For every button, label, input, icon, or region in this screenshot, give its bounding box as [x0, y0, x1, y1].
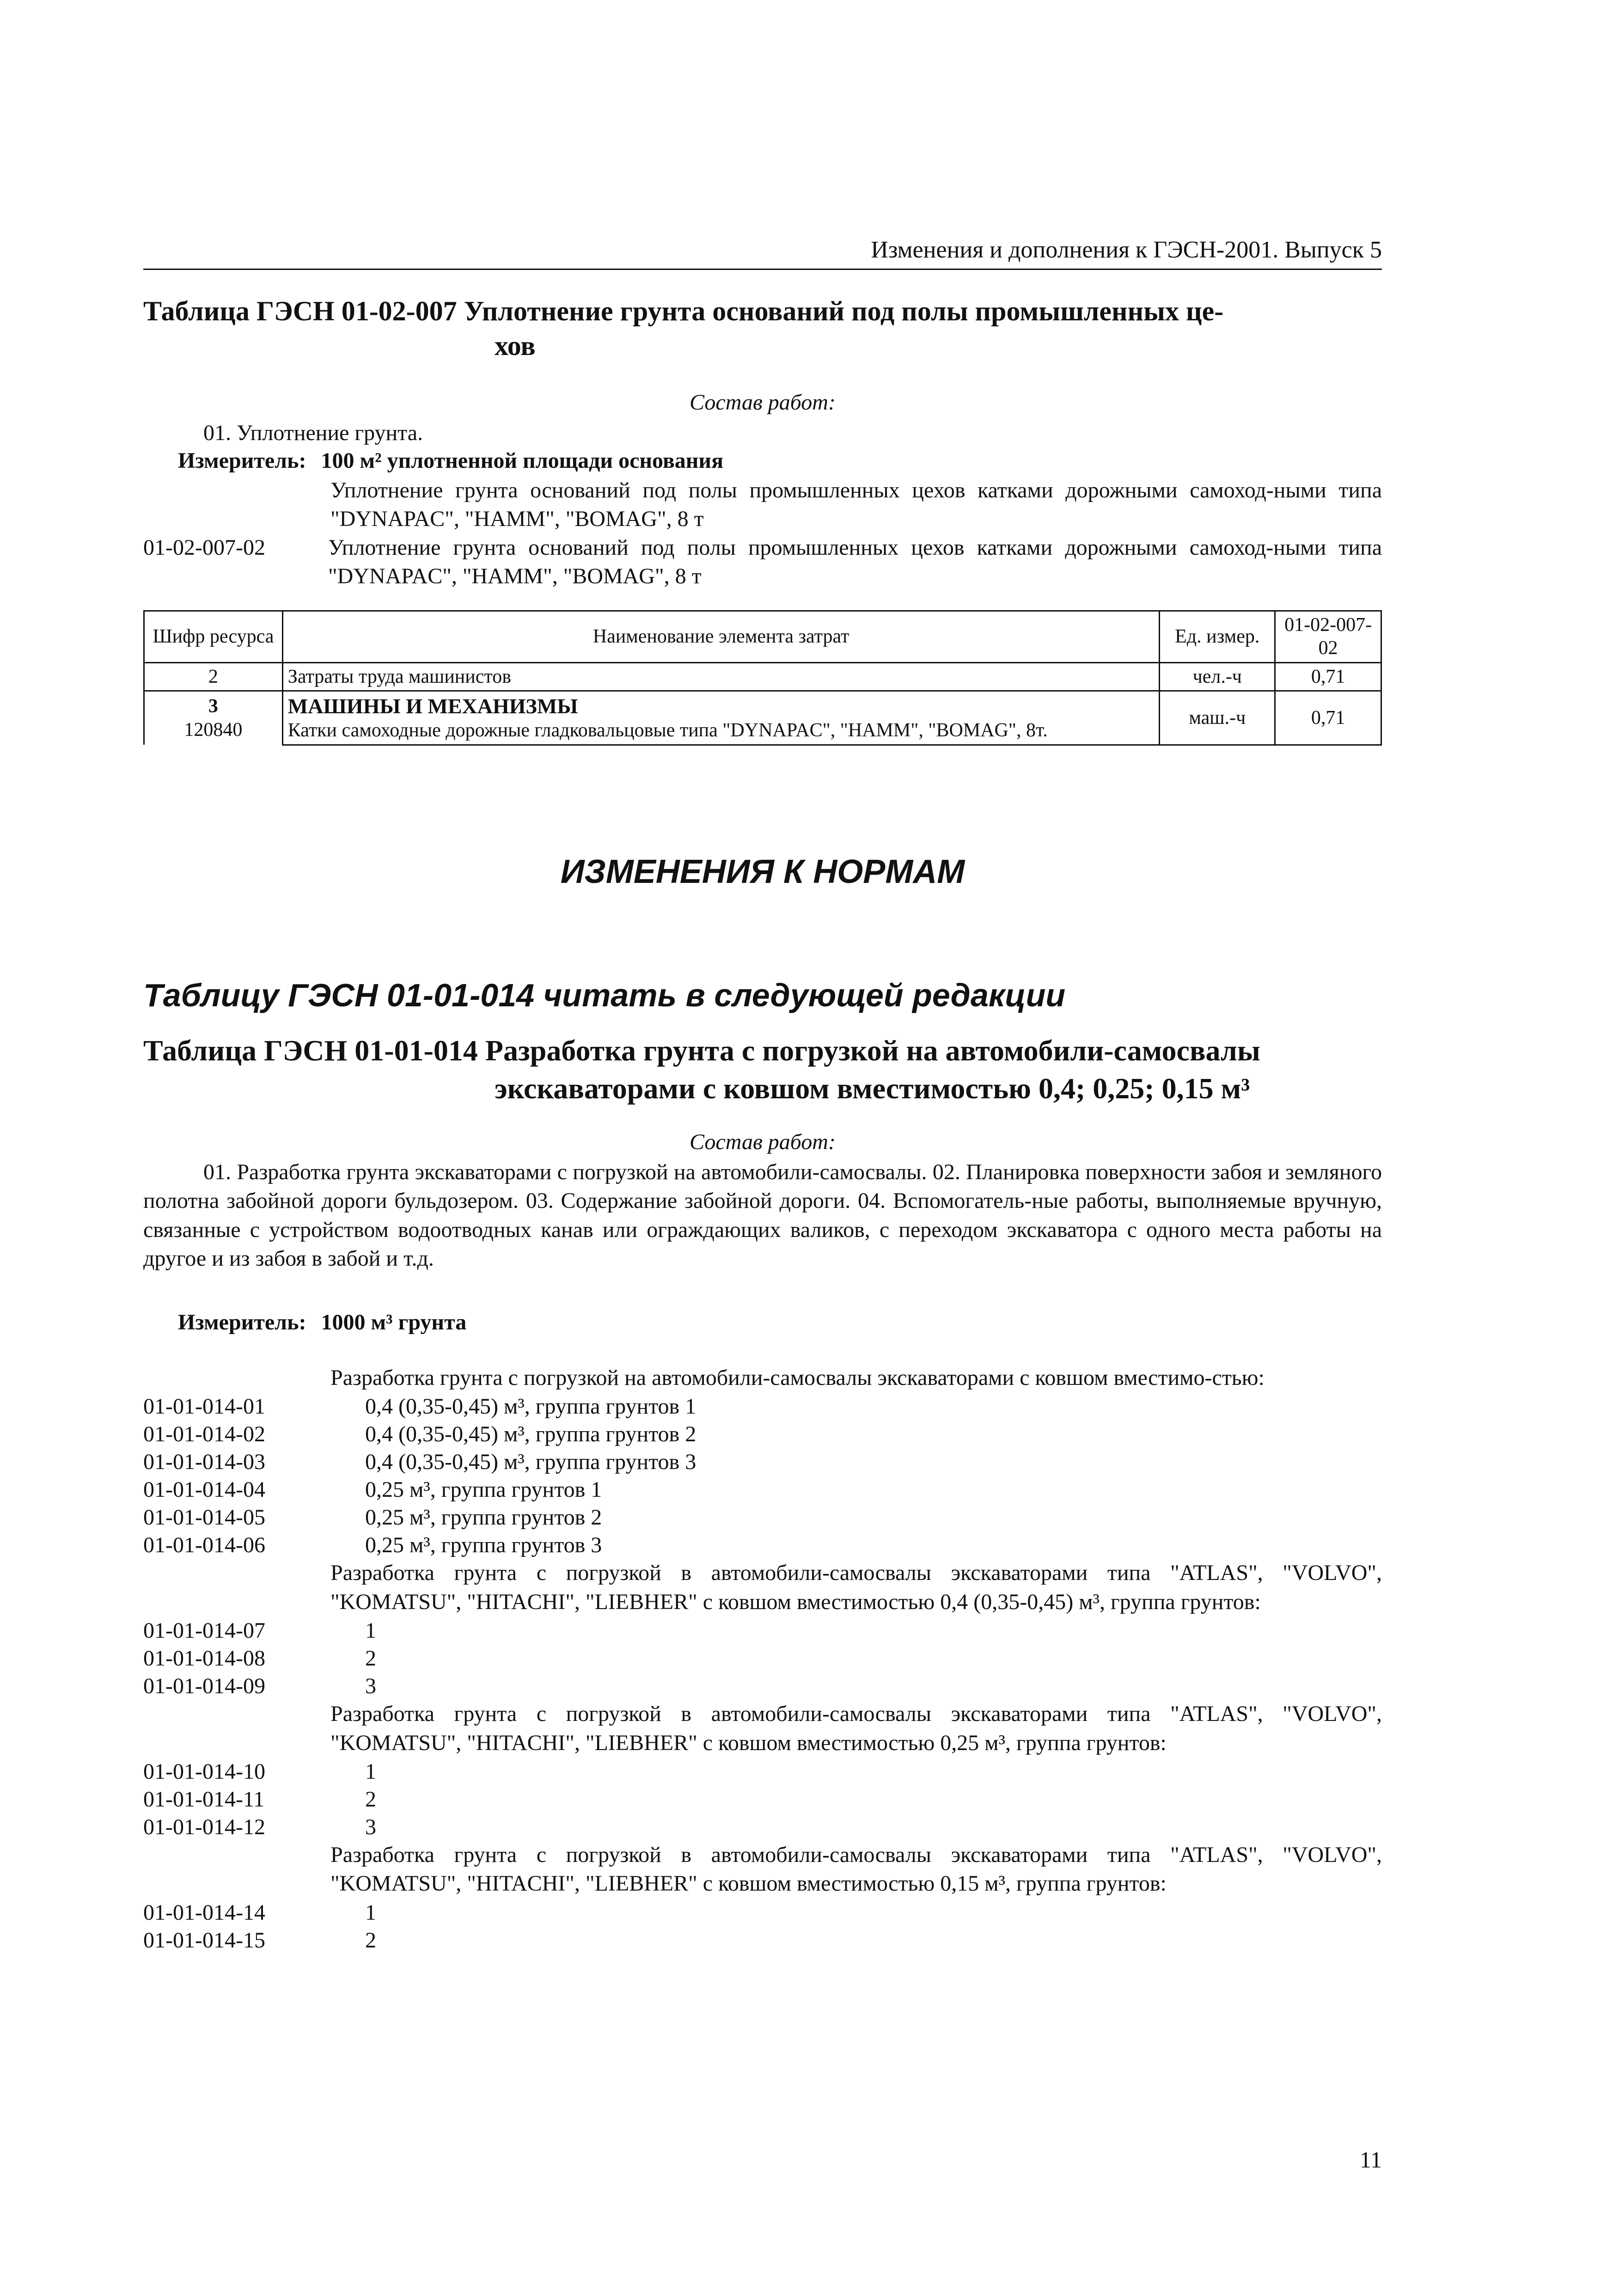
list-item [143, 1672, 1382, 1700]
section-heading: ИЗМЕНЕНИЯ К НОРМАМ [560, 853, 965, 890]
table1-title-line1: Таблица ГЭСН 01-02-007 Уплотнение грунта оснований под полы промышленных це- [143, 296, 1224, 326]
item-text: 0,4 (0,35-0,45) м³, группа грунтов 1 [365, 1394, 697, 1419]
col-header-value: 01-02-007-02 [1275, 611, 1381, 663]
resource-item-code: 120840 [184, 719, 243, 741]
table2-title-line1: Таблица ГЭСН 01-01-014 Разработка грунта с погрузкой на автомобили-самосвалы [143, 1034, 1260, 1067]
table1-izmeritel-label: Измеритель: [178, 448, 306, 473]
col-header-code: Шифр ресурса [144, 611, 283, 663]
item-text: 3 [365, 1674, 376, 1699]
item-text: 2 [365, 1787, 376, 1812]
list-item [143, 1531, 1382, 1559]
table1-title-line2: хов [495, 331, 536, 361]
page-number: 11 [1359, 2147, 1382, 2173]
list-item [143, 1616, 1382, 1644]
table2-sostav-label: Состав работ: [690, 1130, 836, 1154]
resource-group-code: 3 [208, 696, 218, 717]
item-code: 01-01-014-06 [143, 1533, 265, 1558]
table1-izmeritel [143, 447, 1417, 475]
item-text: 2 [365, 1928, 376, 1953]
item-code: 01-01-014-09 [143, 1674, 265, 1699]
list-item [143, 1813, 1382, 1841]
table1-item-code: 01-02-007-02 [143, 535, 265, 560]
resource-code [144, 691, 283, 745]
list-item [143, 1420, 1382, 1448]
group-heading: Разработка грунта с погрузкой в автомобили-самосвалы экскаваторами типа "ATLAS", "VOLVO", "KOMATSU", "HITACHI", "LIEBHER" с ковшом вместимостью 0,15 м³, группа грунтов: [330, 1842, 1382, 1896]
item-code: 01-01-014-10 [143, 1759, 265, 1784]
list-item [143, 1476, 1382, 1503]
resource-name: Затраты труда машинистов [282, 662, 1160, 691]
item-text: 0,4 (0,35-0,45) м³, группа грунтов 3 [365, 1450, 697, 1475]
col-header-name: Наименование элемента затрат [282, 611, 1160, 663]
item-text: 0,25 м³, группа грунтов 2 [365, 1505, 602, 1530]
item-text: 0,25 м³, группа грунтов 3 [365, 1533, 602, 1558]
item-text: 0,25 м³, группа грунтов 1 [365, 1477, 602, 1502]
list-item [143, 1926, 1382, 1954]
resource-item-name: Катки самоходные дорожные гладковальцовые типа "DYNAPAC", "HAMM", "BOMAG", 8т. [287, 720, 1048, 741]
list-item [143, 1448, 1382, 1476]
item-text: 3 [365, 1814, 376, 1839]
table-row [144, 691, 1381, 745]
col-header-unit: Ед. измер. [1160, 611, 1275, 663]
table2-title-line2: экскаваторами с ковшом вместимостью 0,4; 0,25; 0,15 м³ [495, 1071, 1250, 1105]
item-code: 01-01-014-01 [143, 1394, 265, 1419]
group-heading: Разработка грунта с погрузкой в автомобили-самосвалы экскаваторами типа "ATLAS", "VOLVO", "KOMATSU", "HITACHI", "LIEBHER" с ковшом вместимостью 0,25 м³, группа грунтов: [330, 1702, 1382, 1755]
table1-item-row [143, 533, 1382, 591]
read-heading: Таблицу ГЭСН 01-01-014 читать в следующей редакции [143, 977, 1066, 1013]
table2-izmeritel-value: 1000 м³ грунта [321, 1310, 467, 1335]
resource-value: 0,71 [1275, 691, 1381, 745]
item-code: 01-01-014-08 [143, 1646, 265, 1671]
item-code: 01-01-014-04 [143, 1477, 265, 1502]
table1-title [143, 294, 1382, 363]
table2-izmeritel-label: Измеритель: [178, 1310, 306, 1335]
table1-sostav-label: Состав работ: [690, 390, 836, 415]
resource-unit: чел.-ч [1160, 662, 1275, 691]
item-code: 01-01-014-02 [143, 1422, 265, 1447]
table1-work-item: 01. Уплотнение грунта. [203, 421, 423, 445]
resource-table-header [144, 611, 1381, 663]
list-item [143, 1757, 1382, 1785]
table2-izmeritel [143, 1308, 1417, 1337]
table2-item-list [143, 1364, 1382, 1954]
running-header: Изменения и дополнения к ГЭСН-2001. Выпуск 5 [143, 234, 1382, 270]
item-code: 01-01-014-03 [143, 1450, 265, 1475]
item-text: 2 [365, 1646, 376, 1671]
table-row [144, 662, 1381, 691]
item-code: 01-01-014-11 [143, 1787, 265, 1812]
table1-sostav-row [143, 388, 1382, 417]
item-code: 01-01-014-14 [143, 1900, 265, 1925]
item-code: 01-01-014-05 [143, 1505, 265, 1530]
list-item [143, 1785, 1382, 1813]
resource-unit: маш.-ч [1160, 691, 1275, 745]
item-code: 01-01-014-07 [143, 1618, 265, 1643]
list-item [143, 1644, 1382, 1672]
group-heading: Разработка грунта с погрузкой в автомобили-самосвалы экскаваторами типа "ATLAS", "VOLVO", "KOMATSU", "HITACHI", "LIEBHER" с ковшом вместимостью 0,4 (0,35-0,45) м³, группа грунтов: [330, 1561, 1382, 1614]
table2-title [143, 1032, 1382, 1108]
list-item [143, 1898, 1382, 1926]
table1-izmeritel-value: 100 м² уплотненной площади основания [321, 448, 724, 473]
item-text: 1 [365, 1900, 376, 1925]
group-heading: Разработка грунта с погрузкой на автомобили-самосвалы экскаваторами с ковшом вместимо-стью: [330, 1365, 1265, 1390]
table1-item-desc: Уплотнение грунта оснований под полы промышленных цехов катками дорожными самоход-ными типа "DYNAPAC", "HAMM", "BOMAG", 8 т [328, 535, 1382, 589]
resource-table [143, 610, 1382, 746]
resource-value: 0,71 [1275, 662, 1381, 691]
item-text: 0,4 (0,35-0,45) м³, группа грунтов 2 [365, 1422, 697, 1447]
item-text: 1 [365, 1759, 376, 1784]
item-code: 01-01-014-12 [143, 1814, 265, 1839]
table1-group-desc: Уплотнение грунта оснований под полы промышленных цехов катками дорожными самоход-ными типа "DYNAPAC", "HAMM", "BOMAG", 8 т [330, 478, 1382, 532]
resource-group-name: МАШИНЫ И МЕХАНИЗМЫ [287, 694, 578, 718]
item-code: 01-01-014-15 [143, 1928, 265, 1953]
list-item [143, 1503, 1382, 1531]
item-text: 1 [365, 1618, 376, 1643]
resource-code: 2 [144, 662, 283, 691]
table2-sostav-text: 01. Разработка грунта экскаваторами с погрузкой на автомобили-самосвалы. 02. Планировка поверхности забоя и земляного полотна забойной дороги бульдозером. 03. Содержание забойной дороги. 04. Вспомогатель-ные работы, выполняемые вручную, связанные с устройством водоотводных канав или ограждающих валиков, с переходом экскаватора с одного места работы на другое и из забоя в забой и т.д. [143, 1160, 1382, 1271]
list-item [143, 1392, 1382, 1420]
table2-sostav-row [143, 1128, 1382, 1157]
resource-name [282, 691, 1160, 745]
